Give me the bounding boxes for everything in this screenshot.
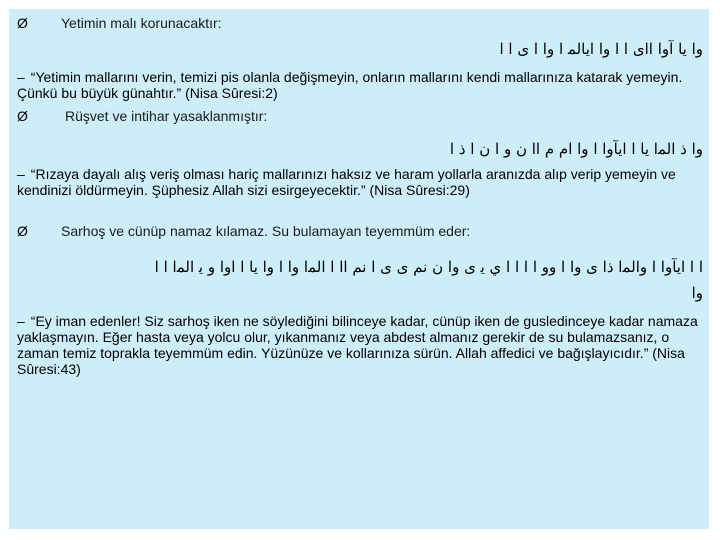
arabic-verse-3-continued: ﻭﺍ: [691, 284, 703, 302]
translation-text: “Ey iman edenler! Siz sarhoş iken ne söylediğini bilinceye kadar, cünüp iken de gusledinceye kadar namaza yaklaşmayın. Eğer hasta veya yolcu olur, yıkanmanız veya abdest almanız gerekir de su bulamazsanız, o zaman temiz toprakla teyemmüm edin. Yüzünüze ve kollarınıza sürün. Allah affedici ve bağışlayıcıdır.” (Nisa Sûresi:43): [17, 313, 698, 377]
dash-marker: –: [17, 166, 25, 182]
translation-text: “Rızaya dayalı alış veriş olması hariç mallarınızı haksız ve haram yollarla aranızda alıp verip yemeyin ve kendinizi öldürmeyin. Şüphesiz Allah sizi esirgeyecektir.” (Nisa Sûresi:29): [17, 166, 676, 198]
translation-paragraph-3: [17, 313, 703, 377]
translation-paragraph-1: [17, 69, 703, 101]
arabic-verse-1: ﻭﺍ ﻳﺎ ﺁﻭﺍ ﺍﺍﻯ ﺍ ﺍ ﻭﺍ ﺍﻳﺎﻟﻤ ﺍ ﻭﺍ ﺍ ﻯ ﺍ ﺍ: [499, 40, 703, 58]
arrow-bullet-icon: Ø: [17, 15, 28, 31]
arrow-bullet-icon: Ø: [17, 108, 28, 124]
arabic-verse-3: ﺍ ﺍ ﺍﻳﺂﻭﺍ ﺍ ﻭﺍﻟﻤﺍ ﺫﺍ ﻯ ﻭﺍ ﺍ ﻭﻭ ﺍ ﺍ ﺍ ﺍ ﻱ ﻳ ﻯ ﻭﺍ ﻥ ﻧﻢ ﻯ ﻯ ﺍ ﻧﻢ ﺍﺍ ﺍ ﺍﻟﻤﺍ ﻭﺍ ﺍ ﻭﺍ ﻳﺎ ﺍ ﺍﻭﺍ ﻭ ﻳ ﺍﻟﻤﺍ ﺍ ﺍ: [154, 258, 703, 276]
bullet-text: Sarhoş ve cünüp namaz kılamaz. Su bulamayan teyemmüm eder:: [61, 223, 471, 239]
bullet-text: Yetimin malı korunacaktır:: [61, 15, 222, 31]
dash-marker: –: [17, 69, 25, 85]
translation-text: “Yetimin mallarını verin, temizi pis olanla değişmeyin, onların mallarını kendi mallarınıza katarak yemeyin. Çünkü bu büyük günahtır.” (Nisa Sûresi:2): [17, 69, 683, 101]
dash-marker: –: [17, 313, 25, 329]
translation-paragraph-2: [17, 166, 703, 198]
slide: [9, 9, 709, 529]
bullet-text: Rüşvet ve intihar yasaklanmıştır:: [65, 108, 268, 124]
arrow-bullet-icon: Ø: [17, 223, 28, 239]
arabic-verse-2: ﻭﺍ ﺫ ﺍﻟﻤﺍ ﻳﺎ ﺍ ﺍﻳﺂﻭﺍ ﺍ ﻭﺍ ﺍﻡ ﻡ ﺍﺍ ﻥ ﻭ ﺍ ﻥ ﺍ ﺫ ﺍ: [449, 140, 703, 158]
